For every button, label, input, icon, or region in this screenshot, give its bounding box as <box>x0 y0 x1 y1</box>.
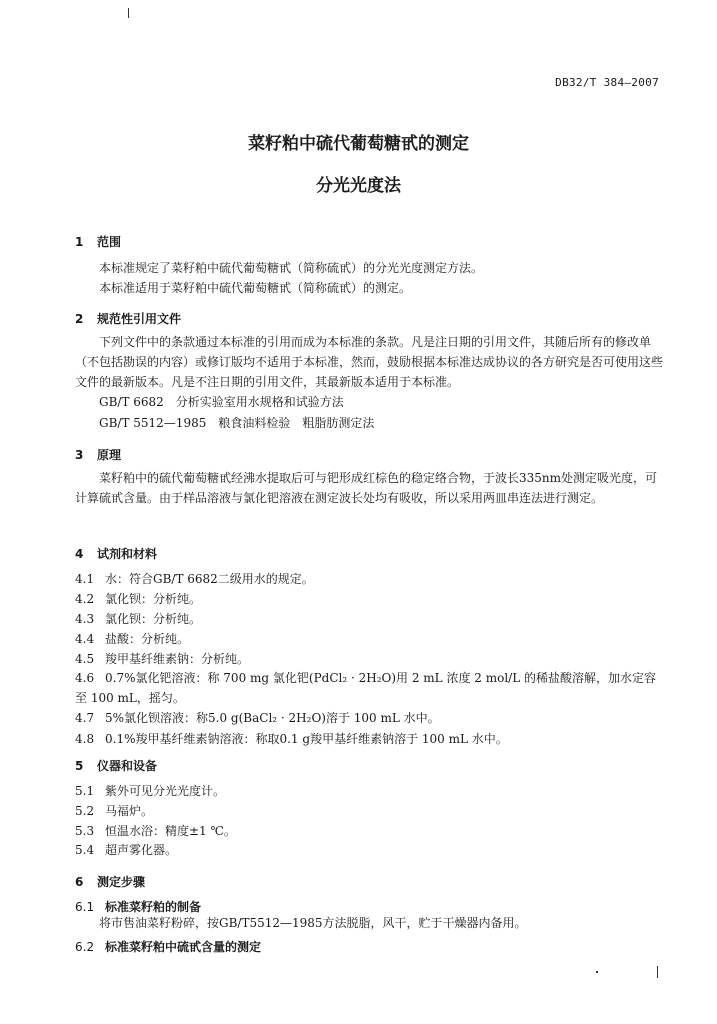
item-text: 氯化钡：分析纯。 <box>105 612 202 626</box>
item-number: 5.1 <box>75 784 95 798</box>
item-number: 4.2 <box>75 592 95 606</box>
item-number: 4.4 <box>75 632 95 646</box>
section-6-heading <box>75 873 145 890</box>
subsection-number: 6.2 <box>75 940 95 954</box>
standard-code: DB32/T 384—2007 <box>555 76 659 89</box>
section-title: 测定步骤 <box>97 875 146 889</box>
item-text: 0.7%氯化钯溶液：称 700 mg 氯化钯(PdCl₂ · 2H₂O)用 2 mL 浓度 2 mol/L 的稀盐酸溶解，加水定容至 100 mL，摇匀。 <box>75 671 656 705</box>
item-text: 超声雾化器。 <box>105 843 178 857</box>
subsection-6-2-heading <box>75 938 261 955</box>
list-item <box>75 649 665 669</box>
list-item <box>75 840 665 860</box>
item-number: 4.6 <box>75 671 95 685</box>
section-1-heading <box>75 233 121 250</box>
normative-reference-1: GB/T 6682 分析实验室用水规格和试验方法 <box>99 395 344 409</box>
section-title: 试剂和材料 <box>97 547 158 561</box>
section-2-heading <box>75 310 181 327</box>
list-item <box>75 629 665 649</box>
item-text: 0.1%羧甲基纤维素钠溶液：称取0.1 g羧甲基纤维素钠溶于 100 mL 水中。 <box>105 732 508 746</box>
item-text: 恒温水浴：精度±1 ℃。 <box>105 824 236 838</box>
list-item <box>75 729 665 749</box>
normative-reference-2: GB/T 5512—1985 粮食油料检验 粗脂肪测定法 <box>99 416 375 430</box>
list-item <box>75 569 665 589</box>
section-number: 5 <box>75 759 84 773</box>
section-1-paragraph-1: 本标准规定了菜籽粕中硫代葡萄糖甙（简称硫甙）的分光光度测定方法。 <box>99 261 484 275</box>
section-2-paragraph: 下列文件中的条款通过本标准的引用而成为本标准的条款。凡是注日期的引用文件，其随后所有的修改单（不包括勘误的内容）或修订版均不适用于本标准，然而，鼓励根据本标准达成协议的各方研究是否可使用这些文件的最新版本。凡是不注日期的引用文件，其最新版本适用于本标准。 <box>75 335 664 389</box>
section-1-paragraph-2: 本标准适用于菜籽粕中硫代葡萄糖甙（简称硫甙）的测定。 <box>99 281 412 295</box>
section-3-paragraph: 菜籽粕中的硫代葡萄糖甙经沸水提取后可与钯形成红棕色的稳定络合物，于波长335nm处测定吸光度，可计算硫甙含量。由于样品溶液与氯化钯溶液在测定波长处均有吸收，所以采用两皿串连法进行测定。 <box>75 471 658 505</box>
item-number: 5.3 <box>75 824 95 838</box>
list-item <box>75 708 665 728</box>
scan-mark <box>128 8 129 18</box>
item-number: 4.5 <box>75 652 95 666</box>
item-number: 4.7 <box>75 711 95 725</box>
item-text: 紫外可见分光光度计。 <box>105 784 226 798</box>
list-item <box>75 589 665 609</box>
item-number: 4.1 <box>75 572 95 586</box>
scan-mark <box>657 966 658 978</box>
scan-dot <box>596 971 598 973</box>
list-item <box>75 609 665 629</box>
section-title: 规范性引用文件 <box>97 312 182 326</box>
list-item <box>75 781 665 801</box>
item-text: 氯化钡：分析纯。 <box>105 592 202 606</box>
subsection-6-1-paragraph: 将市售油菜籽粉碎，按GB/T5512—1985方法脱脂，风干，贮于干燥器内备用。 <box>99 916 527 930</box>
section-3-heading <box>75 446 121 463</box>
item-number: 4.3 <box>75 612 95 626</box>
document-title: 菜籽粕中硫代葡萄糖甙的测定 <box>248 134 469 154</box>
list-item <box>75 668 665 708</box>
list-item <box>75 801 665 821</box>
list-item <box>75 821 665 841</box>
section-title: 原理 <box>97 448 122 462</box>
item-number: 4.8 <box>75 732 95 746</box>
item-text: 5%氯化钡溶液：称5.0 g(BaCl₂ · 2H₂O)溶于 100 mL 水中。 <box>105 711 440 725</box>
item-number: 5.2 <box>75 804 95 818</box>
item-number: 5.4 <box>75 843 95 857</box>
item-text: 马福炉。 <box>105 804 154 818</box>
document-subtitle: 分光光度法 <box>316 176 401 196</box>
item-text: 水：符合GB/T 6682二级用水的规定。 <box>105 572 314 586</box>
subsection-title: 标准菜籽粕中硫甙含量的测定 <box>105 940 262 954</box>
section-number: 6 <box>75 875 84 889</box>
section-title: 范围 <box>97 235 122 249</box>
section-title: 仪器和设备 <box>97 759 158 773</box>
item-text: 羧甲基纤维素钠：分析纯。 <box>105 652 250 666</box>
section-number: 3 <box>75 448 84 462</box>
subsection-number: 6.1 <box>75 900 95 914</box>
section-number: 1 <box>75 235 84 249</box>
section-number: 4 <box>75 547 84 561</box>
section-5-heading <box>75 757 157 774</box>
section-number: 2 <box>75 312 84 326</box>
section-4-heading <box>75 545 157 562</box>
item-text: 盐酸：分析纯。 <box>105 632 190 646</box>
subsection-title: 标准菜籽粕的制备 <box>105 900 202 914</box>
